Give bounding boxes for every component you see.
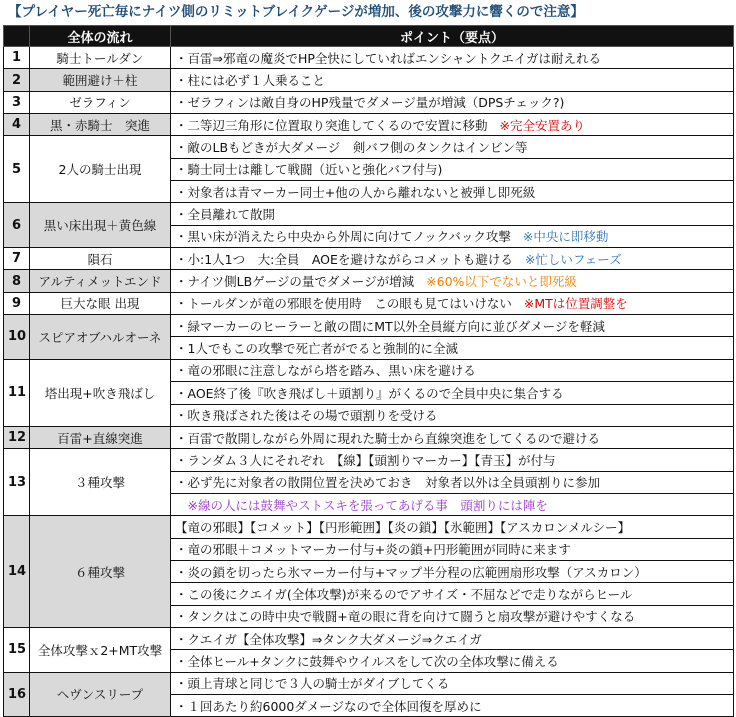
point-text: 【竜の邪眼】【コメット】【円形範囲】【炎の鎖】【氷範囲】【アスカロンメルシー】 [175,519,631,535]
point-cell [171,47,734,69]
point-cell [171,292,734,314]
table-row [4,248,734,270]
step-name: ６種攻撃 [30,516,171,628]
point-text: ・全体ヒール+タンクに鼓舞やウイルスをして次の全体攻撃に備える [175,653,559,669]
step-name: 黒・赤騎士 突進 [30,114,171,136]
point-text: ・１回あたり約6000ダメージなので全体回復を厚めに [175,698,482,714]
table-row [4,270,734,292]
point-cell [171,404,734,426]
point-note: ※完全安置あり [499,117,585,133]
point-cell [171,136,734,158]
point-cell [171,471,734,493]
point-note: ※中央に即移動 [522,229,609,245]
step-number: 2 [4,69,30,91]
step-name: 塔出現+吹き飛ばし [30,359,171,426]
step-number: 11 [4,359,30,426]
step-number: 9 [4,292,30,314]
point-cell [171,181,734,203]
point-cell [171,359,734,381]
step-name: 巨大な眼 出現 [30,292,171,314]
point-text: ・ナイツ側LBゲージの量でダメージが増減 [175,274,415,290]
step-name: 百雷+直線突進 [30,426,171,448]
step-name: 隕石 [30,248,171,270]
point-text: ・吹き飛ばされた後はその場で頭割りを受ける [175,408,438,424]
table-body [4,47,734,717]
step-number: 4 [4,114,30,136]
point-note: ※60%以下でないと即死級 [426,274,577,290]
point-cell [171,158,734,180]
point-text: ・この後にクエイガ(全体攻撃)が来るのでアサイズ・不屈などで走りながらヒール [175,586,633,602]
step-number: 7 [4,248,30,270]
table-row [4,47,734,69]
point-note: ※忙しいフェーズ [524,251,622,267]
point-cell [171,583,734,605]
table-row [4,136,734,158]
header-flow: 全体の流れ [30,26,171,47]
point-text: ・1人でもこの攻撃で死亡者がでると強制的に全滅 [175,341,458,357]
point-text: ・敵のLBもどきが大ダメージ 剣バフ側のタンクはインビン等 [175,140,528,156]
point-text: ・頭上青球と同じで３人の騎士がダイブしてくる [175,676,450,692]
step-number: 14 [4,516,30,628]
point-text: ・対象者は青マーカー同士+他の人から離れないと被弾し即死級 [175,184,536,200]
point-cell [171,69,734,91]
step-number: 8 [4,270,30,292]
table-row [4,292,734,314]
table-row [4,91,734,113]
step-number: 1 [4,47,30,69]
point-text: ※線の人には鼓舞やストスキを張ってあげる事 頭割りには陣を [175,497,548,513]
step-name: スピアオブハルオーネ [30,315,171,360]
point-text: ・黒い床が消えたら中央から外周に向けてノックバック攻撃 [175,229,511,245]
point-cell [171,694,734,716]
point-cell [171,337,734,359]
table-row [4,114,734,136]
step-name: ゼラフィン [30,91,171,113]
table-row [4,203,734,225]
point-cell [171,248,734,270]
table-row [4,516,734,538]
step-name: 全体攻撃ｘ2+MT攻撃 [30,627,171,672]
step-name: 2人の騎士出現 [30,136,171,203]
point-text: ・百雷⇒邪竜の魔炎でHP全快にしていればエンシャントクエイガは耐えれる [175,50,601,66]
point-cell [171,538,734,560]
point-cell [171,449,734,471]
step-number: 6 [4,203,30,248]
table-row [4,449,734,471]
step-number: 13 [4,449,30,516]
point-text: ・百雷で散開しながら外周に現れた騎士から直線突進をしてくるので避ける [175,430,601,446]
step-name: 範囲避け＋柱 [30,69,171,91]
point-note: ※MTは位置調整を [523,296,628,312]
point-text: ・クエイガ【全体攻撃】⇒タンク大ダメージ⇒クエイガ [175,631,482,647]
step-name: 騎士トールダン [30,47,171,69]
strategy-table [3,25,734,717]
table-row [4,627,734,649]
point-text: ・AOE終了後『吹き飛ばし＋頭割り』がくるので全員中央に集合する [175,385,564,401]
step-number: 3 [4,91,30,113]
table-row [4,359,734,381]
point-text: ・騎士同士は離して戦闘（近いと強化バフ付与) [175,162,443,178]
step-number: 12 [4,426,30,448]
point-text: ・トールダンが竜の邪眼を使用時 この眼も見てはいけない [175,296,512,312]
table-row [4,315,734,337]
point-cell [171,225,734,247]
point-text: ・全員離れて散開 [175,207,276,223]
point-cell [171,516,734,538]
table-row [4,426,734,448]
step-name: ３種攻撃 [30,449,171,516]
page-title: 【プレイヤー死亡毎にナイツ側のリミットブレイクゲージが増加、後の攻撃力に響くので注意】 [8,4,584,20]
table-header-row [4,26,734,47]
step-number: 16 [4,672,30,717]
point-text: ・緑マーカーのヒーラーと敵の間にMT以外全員縦方向に並びダメージを軽減 [175,318,605,334]
point-text: ・小:1人1つ 大:全員 AOEを避けながらコメットも避ける [175,251,513,267]
point-cell [171,650,734,672]
step-name: 黒い床出現＋黄色線 [30,203,171,248]
point-cell [171,627,734,649]
point-text: ・必ず先に対象者の散開位置を決めておき 対象者以外は全員頭割りに参加 [175,475,601,491]
header-num [4,26,30,47]
step-name: アルティメットエンド [30,270,171,292]
step-name: ヘヴンスリープ [30,672,171,717]
point-text: ・炎の鎖を切ったら氷マーカー付与+マップ半分程の広範囲扇形攻撃（アスカロン） [175,564,647,580]
point-cell [171,605,734,627]
step-number: 10 [4,315,30,360]
point-cell [171,270,734,292]
point-cell [171,91,734,113]
table-row [4,69,734,91]
point-text: ・ゼラフィンは敵自身のHP残量でダメージ量が増減（DPSチェック?) [175,95,565,111]
point-cell [171,426,734,448]
point-text: ・ランダム３人にそれぞれ 【線】【頭割りマーカー】【青玉】が付与 [175,452,556,468]
point-text: ・タンクはこの時中央で戦闘+竜の眼に背を向けて闘うと扇攻撃が避けやすくなる [175,609,636,625]
point-cell [171,382,734,404]
point-cell [171,560,734,582]
point-text: ・竜の邪眼に注意しながら塔を踏み、黒い床を避ける [175,363,476,379]
point-cell [171,672,734,694]
table-row [4,672,734,694]
point-text: ・二等辺三角形に位置取り突進してくるので安置に移動 [175,117,488,133]
point-text: ・竜の邪眼＋コメットマーカー付与+炎の鎖+円形範囲が同時に来ます [175,542,571,558]
point-text: ・柱には必ず１人乗ること [175,73,326,89]
point-cell [171,114,734,136]
point-cell [171,493,734,515]
step-number: 5 [4,136,30,203]
step-number: 15 [4,627,30,672]
point-cell [171,203,734,225]
header-points: ポイント（要点） [171,26,734,47]
point-cell [171,315,734,337]
